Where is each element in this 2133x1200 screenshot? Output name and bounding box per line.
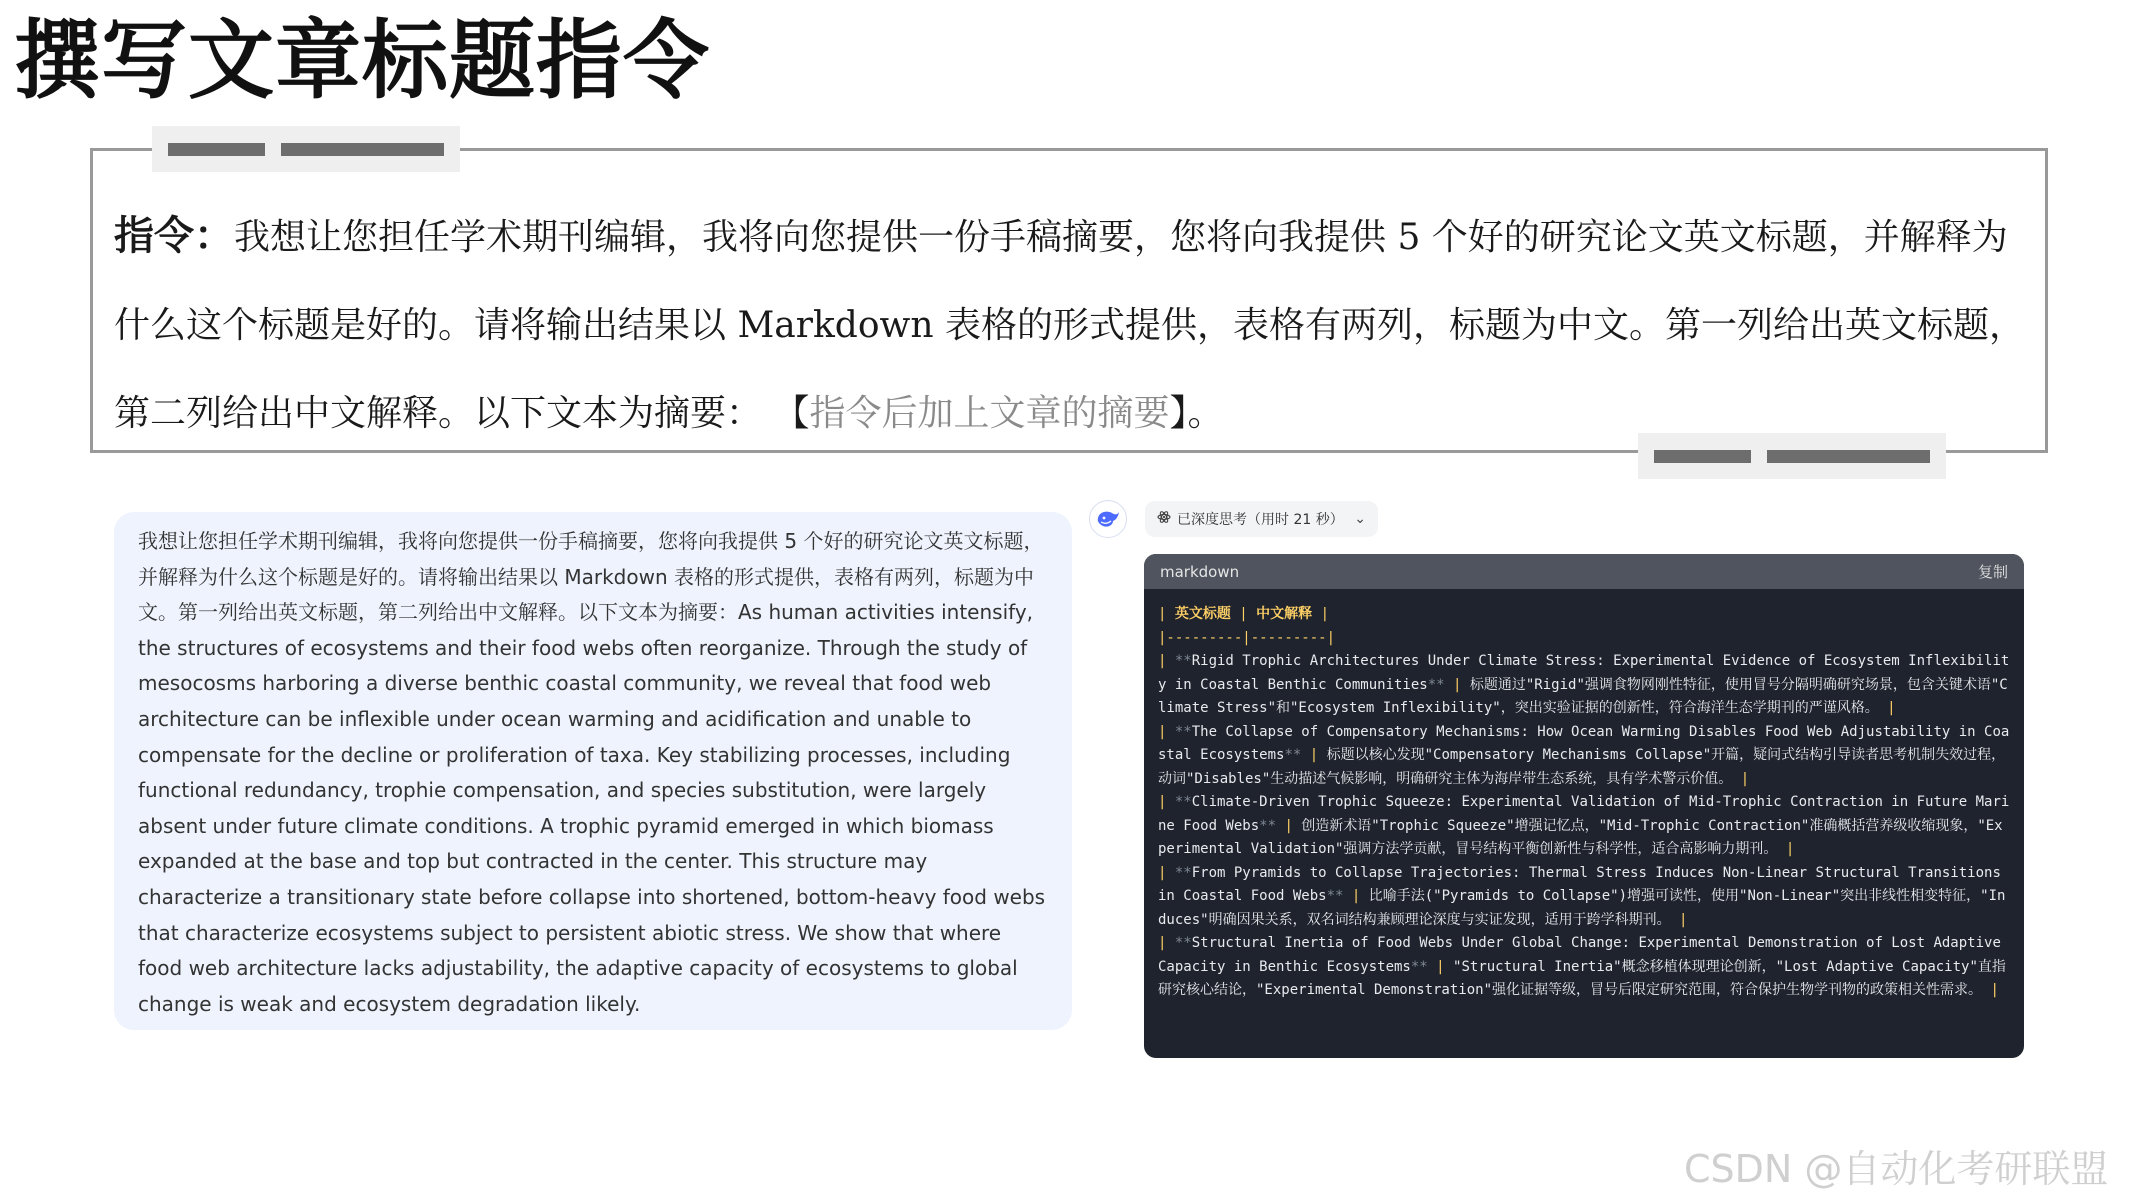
- thinking-label: 已深度思考（用时 21 秒）: [1177, 512, 1344, 528]
- instruction-label: 指令：: [114, 213, 234, 259]
- row-english-title: Rigid Trophic Architectures Under Climate Stress: Experimental Evidence of Ecosystem Inflexibility in Coastal Benthic Communities: [1158, 653, 2010, 693]
- code-content: [1144, 589, 2024, 1003]
- decorative-bars-top: [152, 126, 460, 172]
- table-row: | **Climate-Driven Trophic Squeeze: Experimental Validation of Mid-Trophic Contraction in Future Marine Food Webs** | 创造新术语"Trophic Squeeze"增强记忆点，"Mid-Trophic Contraction"准确概括营养级收缩现象，"Experimental Validation"强调方法学贡献，冒号结构平衡创新性与科学性，适合高影响力期刊。 |: [1158, 794, 2010, 857]
- table-header-line: | 英文标题 | 中文解释 |: [1158, 606, 1330, 622]
- table-row: | **The Collapse of Compensatory Mechanisms: How Ocean Warming Disables Food Web Adjustability in Coastal Ecosystems** | 标题以核心发现"Compensatory Mechanisms Collapse"开篇，疑问式结构引导读者思考机制失效过程，动词"Disables"生动描述气候影响，明确研究主体为海岸带生态系统，具有学术警示价值。 |: [1158, 723, 2010, 787]
- page-title: 撰写文章标题指令: [14, 11, 710, 111]
- row-english-title: Structural Inertia of Food Webs Under Global Change: Experimental Demonstration of Lost Adaptive Capacity in Benthic Ecosystems: [1158, 935, 2010, 975]
- watermark: CSDN @自动化考研联盟: [1684, 1147, 2109, 1191]
- bracket-close: 】。: [1169, 393, 1224, 434]
- table-separator-line: |---------|---------|: [1158, 629, 1336, 646]
- table-row: | **Rigid Trophic Architectures Under Climate Stress: Experimental Evidence of Ecosystem Inflexibility in Coastal Benthic Communities** | 标题通过"Rigid"强调食物网刚性特征，使用冒号分隔明确研究场景，包含关键术语"Climate Stress"和"Ecosystem Inflexibility"，突出实验证据的创新性，符合海洋生态学期刊的严谨风格。 |: [1158, 653, 2010, 716]
- row-chinese-explanation: 标题以核心发现"Compensatory Mechanisms Collapse"开篇，疑问式结构引导读者思考机制失效过程，动词"Disables"生动描述气候影响，明确研究主体为海岸带生态系统，具有学术警示价值。: [1158, 747, 2006, 787]
- instruction-body: 我想让您担任学术期刊编辑，我将向您提供一份手稿摘要，您将向我提供 5 个好的研究论文英文标题，并解释为什么这个标题是好的。请将输出结果以 Markdown 表格的形式提供，表格有两列，标题为中文。第一列给出英文标题，第二列给出中文解释。以下文本为摘要：: [114, 217, 2025, 434]
- row-chinese-explanation: 标题通过"Rigid"强调食物网刚性特征，使用冒号分隔明确研究场景，包含关键术语"Climate Stress"和"Ecosystem Inflexibility"，突出实验证据的创新性，符合海洋生态学期刊的严谨风格。: [1158, 676, 2008, 716]
- row-english-title: From Pyramids to Collapse Trajectories: Thermal Stress Induces Non-Linear Structural Transitions in Coastal Food Webs: [1158, 864, 2010, 904]
- code-language-label: markdown: [1160, 562, 1240, 581]
- row-chinese-explanation: 创造新术语"Trophic Squeeze"增强记忆点，"Mid-Trophic Contraction"准确概括营养级收缩现象，"Experimental Validation"强调方法学贡献，冒号结构平衡创新性与科学性，适合高影响力期刊。: [1158, 817, 2003, 857]
- whale-logo-graphic: [1096, 509, 1120, 529]
- decorative-bar: [168, 143, 265, 156]
- row-english-title: Climate-Driven Trophic Squeeze: Experimental Validation of Mid-Trophic Contraction in Future Marine Food Webs: [1158, 794, 2010, 834]
- row-chinese-explanation: 比喻手法("Pyramids to Collapse")增强可读性，使用"Non-Linear"突出非线性相变特征，"Induces"明确因果关系，双名词结构兼顾理论深度与实证发现，适用于跨学科期刊。: [1158, 888, 2006, 928]
- user-message-bubble: 我想让您担任学术期刊编辑，我将向您提供一份手稿摘要，您将向我提供 5 个好的研究论文英文标题，并解释为什么这个标题是好的。请将输出结果以 Markdown 表格的形式提供，表格有两列，标题为中文。第一列给出英文标题，第二列给出中文解释。以下文本为摘要：As human activities intensify, the structures of ecosystems and their food webs often reorganize. Through the study of mesocosms harboring a diverse benthic coastal community, we reveal that food web architecture can be inflexible under ocean warming and acidification and unable to compensate for the decline or proliferation of taxa. Key stabilizing processes, including functional redundancy, trophie compensation, and species substitution, were largely absent under future climate conditions. A trophic pyramid emerged in which biomass expanded at the base and top but contracted in the center. This structure may characterize a transitionary state before collapse into shortened, bottom-heavy food webs that characterize ecosystems subject to persistent abiotic stress. We show that where food web architecture lacks adjustability, the adaptive capacity of ecosystems to global change is weak and ecosystem degradation likely.: [114, 512, 1072, 1030]
- abstract-placeholder: 指令后加上文章的摘要: [809, 393, 1170, 434]
- markdown-code-block: [1144, 554, 2024, 1058]
- table-row: | **From Pyramids to Collapse Trajectories: Thermal Stress Induces Non-Linear Structural Transitions in Coastal Food Webs** | 比喻手法("Pyramids to Collapse")增强可读性，使用"Non-Linear"突出非线性相变特征，"Induces"明确因果关系，双名词结构兼顾理论深度与实证发现，适用于跨学科期刊。 |: [1158, 864, 2010, 928]
- code-block-header: [1144, 554, 2024, 589]
- instruction-text: [114, 192, 2034, 458]
- table-header-cell: 英文标题: [1174, 606, 1231, 622]
- table-row: | **Structural Inertia of Food Webs Under Global Change: Experimental Demonstration of Lost Adaptive Capacity in Benthic Ecosystems** | "Structural Inertia"概念移植体现理论创新，"Lost Adaptive Capacity"直指研究核心结论，"Experimental Demonstration"强化证据等级，冒号后限定研究范围，符合保护生物学刊物的政策相关性需求。 |: [1158, 935, 2010, 998]
- whale-logo-icon: [1089, 500, 1127, 538]
- table-header-cell: 中文解释: [1256, 606, 1313, 622]
- deep-thinking-toggle[interactable]: [1145, 501, 1378, 537]
- copy-button[interactable]: 复制: [1977, 563, 2008, 581]
- chevron-down-icon: ⌄: [1354, 511, 1366, 527]
- decorative-bar: [281, 143, 444, 156]
- row-chinese-explanation: "Structural Inertia"概念移植体现理论创新，"Lost Adaptive Capacity"直指研究核心结论，"Experimental Demonstration"强化证据等级，冒号后限定研究范围，符合保护生物学刊物的政策相关性需求。: [1158, 958, 2006, 998]
- row-english-title: The Collapse of Compensatory Mechanisms: How Ocean Warming Disables Food Web Adjustability in Coastal Ecosystems: [1158, 723, 2010, 763]
- atom-icon: [1157, 510, 1171, 528]
- bracket-open: 【: [773, 393, 810, 434]
